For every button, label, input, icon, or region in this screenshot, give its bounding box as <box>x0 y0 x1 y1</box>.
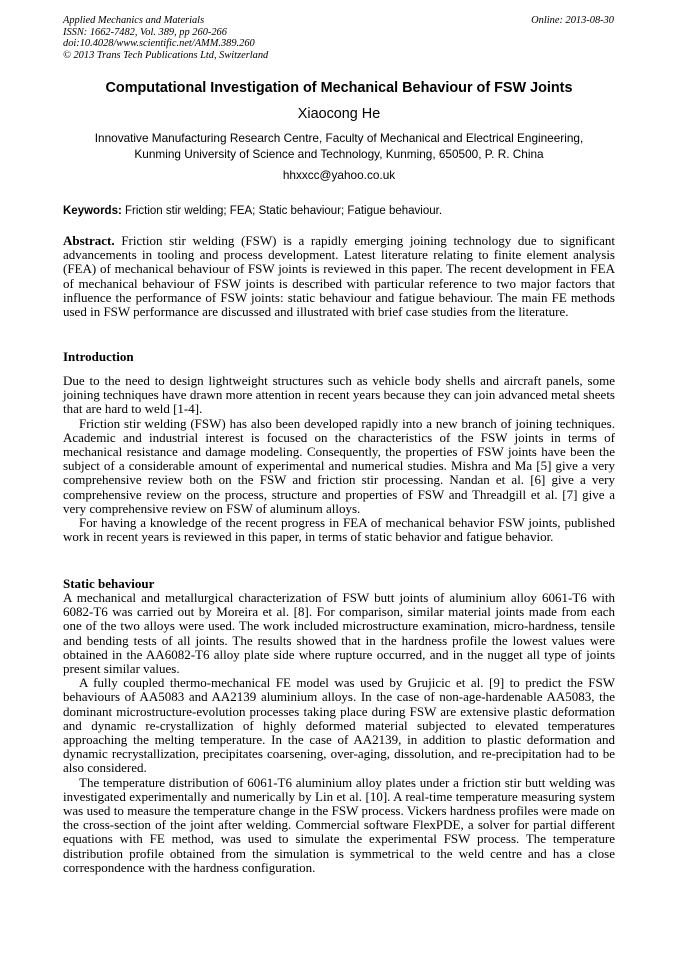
issn-line: ISSN: 1662-7482, Vol. 389, pp 260-266 <box>63 26 227 38</box>
abstract-label: Abstract. <box>63 233 115 248</box>
paragraph: For having a knowledge of the recent progress in FEA of mechanical behavior FSW joints, published work in recent years is reviewed in this paper, in terms of static behavior and fatigue behavior. <box>63 515 615 545</box>
author-name: Xiaocong He <box>297 106 381 122</box>
paragraph: Due to the need to design lightweight structures such as vehicle body shells and aircraft panels, some joining techniques have drawn more attention in recent years because they can join advanced metal sheets that are hard to weld [1-4]. <box>63 373 615 417</box>
paper-title: Computational Investigation of Mechanical Behaviour of FSW Joints <box>105 80 573 96</box>
doi-line[interactable]: doi:10.4028/www.scientific.net/AMM.389.260 <box>63 38 255 50</box>
affiliation-line: Kunming University of Science and Technology, Kunming, 650500, P. R. China <box>134 146 544 161</box>
paragraph: Friction stir welding (FSW) has also been developed rapidly into a new branch of joining techniques. Academic and industrial interest is focused on the characteristics of the FSW joints in terms of mechanical resistance and damage modeling. Consequently, the properties of FSW joints have been the subject of a considerable amount of experimental and numerical studies. Mishra and Ma [5] give a very comprehensive review both on the FSW and friction stir processing. Nandan et al. [6] give a very comprehensive review on the process, structure and properties of FSW and Threadgill et al. [7] give a very comprehensive review on FSW of aluminum alloys. <box>63 415 615 516</box>
journal-name: Applied Mechanics and Materials <box>63 15 205 26</box>
paragraph: A mechanical and metallurgical characterization of FSW butt joints of aluminium alloy 6061-T6 with 6082-T6 was carried out by Moreira et al. [8]. For comparison, similar material joints made from each one of the two alloys were used. The work included microstructure examination, micro-hardness, tensile and bending tests of all joints. The results showed that in the hardness profile the lowest values were obtained in the AA6082-T6 alloy plate side where rupture occurred, and in the nugget all type of joints present similar values. <box>63 590 615 677</box>
abstract-text: Friction stir welding (FSW) is a rapidly emerging joining technology due to significant advancements in tooling and process development. Latest literature relating to finite element analysis (FEA) of mechanical behaviour of FSW joints is reviewed in this paper. The recent development in FEA of mechanical behaviour of FSW joints is described with particular reference to two major factors that influence the performance of FSW joints: static behaviour and fatigue behaviour. The main FE methods used in FSW performance are discussed and illustrated with brief case studies from the literature. <box>63 233 616 320</box>
paragraph: A fully coupled thermo-mechanical FE model was used by Grujicic et al. [9] to predict the FSW behaviours of AA5083 and AA2139 aluminium alloys. In the case of non-age-hardenable AA5083, the dominant microstructure-evolution processes taking place during FSW are extensive plastic deformation and dynamic re-crystallization of highly deformed material subjected to elevated temperatures approaching the melting temperature. In the case of AA2139, in addition to plastic deformation and dynamic recrystallization, precipitates coarsening, over-aging, dissolution, and re-precipitation had to be also considered. <box>63 675 615 776</box>
copyright-line: © 2013 Trans Tech Publications Ltd, Switzerland <box>63 49 269 61</box>
keywords-label: Keywords: <box>63 205 122 217</box>
keywords-text: Friction stir welding; FEA; Static behaviour; Fatigue behaviour. <box>125 205 443 217</box>
introduction-section <box>63 374 615 544</box>
affiliation <box>40 131 638 163</box>
journal-header <box>63 15 268 61</box>
affiliation-line: Innovative Manufacturing Research Centre, Faculty of Mechanical and Electrical Engineering, <box>94 131 584 145</box>
section-heading-static-behaviour: Static behaviour <box>63 576 155 591</box>
section-heading-introduction: Introduction <box>63 349 134 364</box>
paragraph: The temperature distribution of 6061-T6 aluminium alloy plates under a friction stir butt welding was investigated experimentally and numerically by Lin et al. [10]. A real-time temperature measuring system was used to measure the temperature change in the FSW process. Vickers hardness profiles were made on the cross-section of the joint after welding. Commercial software FlexPDE, a solver for partial different equations with FE method, was used to simulate the experimental FSW process. The temperature distribution profile obtained from the simulation is symmetrical to the weld centre and has a close correspondence with the hardness configuration. <box>63 774 615 875</box>
abstract <box>63 234 615 319</box>
online-date: Online: 2013-08-30 <box>531 15 614 26</box>
author-email[interactable]: hhxxcc@yahoo.co.uk <box>282 168 396 182</box>
static-behaviour-section <box>63 591 615 875</box>
keywords <box>63 204 615 219</box>
